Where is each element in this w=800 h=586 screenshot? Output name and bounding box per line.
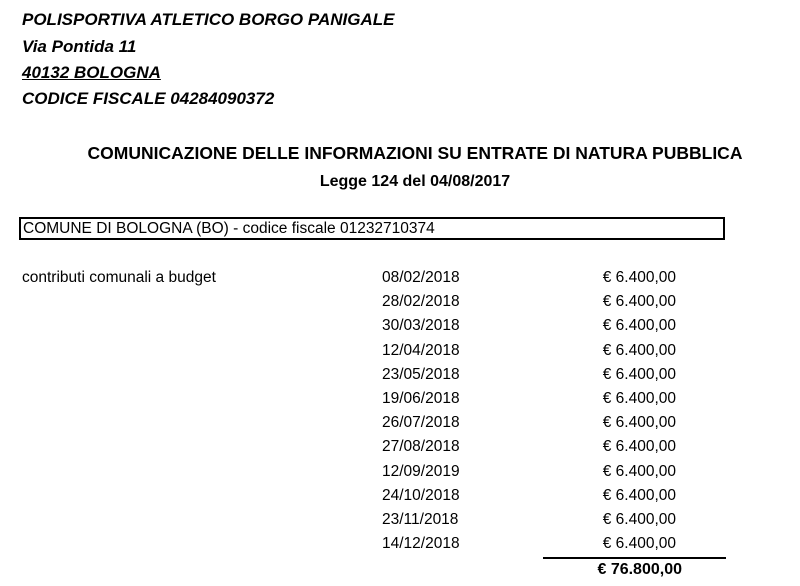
payment-row	[0, 534, 800, 558]
document-subtitle: Legge 124 del 04/08/2017	[319, 173, 511, 190]
total-rule	[543, 557, 726, 559]
payment-date: 28/02/2018	[382, 293, 460, 311]
document-title: COMUNICAZIONE DELLE INFORMAZIONI SU ENTRATE DI NATURA PUBBLICA	[87, 143, 743, 163]
payment-row	[0, 365, 800, 389]
payment-row	[0, 389, 800, 413]
payment-amount: € 6.400,00	[602, 414, 676, 432]
payment-row	[0, 316, 800, 340]
payment-date: 24/10/2018	[382, 486, 460, 504]
payment-row	[0, 486, 800, 510]
payment-date: 26/07/2018	[382, 414, 460, 432]
payment-date: 19/06/2018	[382, 389, 460, 407]
payment-amount: € 6.400,00	[602, 269, 676, 286]
payment-date: 23/11/2018	[382, 510, 459, 528]
payment-amount: € 6.400,00	[602, 341, 676, 359]
payment-row	[0, 437, 800, 461]
organization-city: 40132 BOLOGNA	[22, 63, 161, 82]
payment-amount: € 6.400,00	[602, 486, 676, 504]
payment-amount: € 6.400,00	[602, 510, 676, 528]
payment-row	[0, 268, 800, 292]
organization-address: Via Pontida 11	[22, 37, 137, 56]
organization-tax-code: CODICE FISCALE 04284090372	[22, 89, 275, 108]
payment-amount: € 6.400,00	[602, 317, 676, 335]
payment-row	[0, 292, 800, 316]
payment-amount: € 6.400,00	[602, 462, 676, 480]
payment-date: 23/05/2018	[382, 365, 460, 383]
payment-date: 14/12/2018	[382, 535, 460, 553]
payment-row	[0, 462, 800, 486]
payment-date: 08/02/2018	[382, 269, 460, 286]
payment-date: 12/09/2019	[382, 462, 460, 480]
contribution-description: contributi comunali a budget	[22, 269, 216, 286]
organization-name: POLISPORTIVA ATLETICO BORGO PANIGALE	[22, 10, 395, 29]
payments-list	[0, 268, 800, 558]
payment-row	[0, 413, 800, 437]
payment-row	[0, 510, 800, 534]
payment-amount: € 6.400,00	[602, 365, 676, 383]
payment-date: 12/04/2018	[382, 341, 460, 359]
payment-amount: € 6.400,00	[602, 535, 676, 553]
payment-amount: € 6.400,00	[602, 293, 676, 311]
total-amount: € 76.800,00	[597, 561, 682, 578]
payment-amount: € 6.400,00	[602, 389, 676, 407]
payment-amount: € 6.400,00	[602, 438, 676, 456]
payment-date: 30/03/2018	[382, 317, 460, 335]
entity-box: COMUNE DI BOLOGNA (BO) - codice fiscale 01232710374	[19, 217, 725, 240]
payment-date: 27/08/2018	[382, 438, 460, 456]
payment-row	[0, 341, 800, 365]
